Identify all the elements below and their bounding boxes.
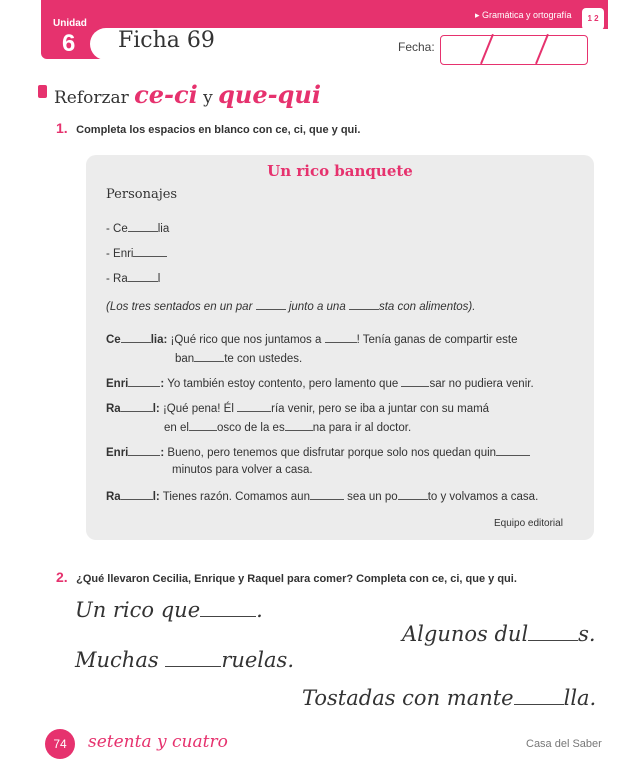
unit-label: Unidad — [53, 18, 87, 29]
section-title — [54, 80, 321, 109]
text-fragment: minutos para volver a casa. — [172, 464, 313, 476]
blank-input[interactable] — [133, 246, 167, 257]
text-fragment: to y volvamos a casa. — [427, 491, 539, 503]
blank-input[interactable] — [401, 376, 429, 387]
character-raquel — [106, 271, 160, 285]
exercise1-header — [56, 120, 360, 138]
text-fragment: Yo también estoy contento, pero lamento que — [167, 378, 399, 390]
text-fragment: Algunos dul — [402, 622, 529, 646]
food-item-4 — [302, 686, 596, 710]
blank-input[interactable] — [325, 332, 357, 343]
text-fragment: sta con alimentos). — [378, 301, 476, 313]
dialogue-enrique-2 — [106, 445, 530, 459]
ficha-title: Ficha 69 — [118, 28, 215, 53]
text-fragment: ría venir, pero se iba a juntar con su mamá — [271, 403, 490, 415]
text-fragment: Tienes razón. Comamos aun — [162, 491, 310, 503]
text-fragment: Bueno, pero tenemos que disfrutar porque solo nos quedan quin — [167, 447, 497, 459]
fecha-divider — [535, 34, 548, 64]
exercise2-number: 2. — [56, 569, 68, 585]
blank-input[interactable] — [349, 299, 379, 310]
blank-input[interactable] — [514, 692, 564, 705]
exercise1-number: 1. — [56, 120, 68, 136]
page-number: 74 — [45, 729, 75, 759]
character-cecilia — [106, 221, 169, 235]
exercise2-header — [56, 569, 517, 587]
publisher-brand: Casa del Saber — [526, 738, 602, 750]
exercise2-instruction: ¿Qué llevaron Cecilia, Enrique y Raquel para comer? Completa con ce, ci, que y qui. — [76, 573, 517, 585]
text-fragment: (Los tres sentados en un par — [106, 301, 253, 313]
text-fragment: - Ce — [106, 223, 128, 235]
text-fragment: Tostadas con mante — [302, 686, 514, 710]
page-number-words: setenta y cuatro — [88, 732, 228, 752]
story-title: Un rico banquete — [267, 162, 413, 180]
text-fragment: osco de la es — [216, 422, 285, 434]
text-fragment: ! Tenía ganas de compartir este — [356, 334, 518, 346]
speaker: Ra — [106, 491, 121, 503]
text-fragment: lla. — [563, 686, 597, 710]
blank-input[interactable] — [128, 376, 160, 387]
section-badge: 1 2 — [582, 8, 604, 30]
section-part1: ce-ci — [134, 80, 198, 109]
blank-input[interactable] — [121, 489, 153, 500]
blank-input[interactable] — [496, 445, 530, 456]
section-prefix: Reforzar — [54, 88, 129, 108]
dialogue-enrique — [106, 376, 534, 390]
story-box — [86, 155, 594, 540]
food-item-1 — [75, 598, 263, 622]
text-fragment: te con ustedes. — [224, 353, 303, 365]
text-fragment: Muchas — [75, 648, 159, 672]
blank-input[interactable] — [128, 445, 160, 456]
speaker: Enri — [106, 378, 129, 390]
personajes-label: Personajes — [106, 187, 178, 202]
speaker: lia: — [150, 334, 168, 346]
speaker: : — [160, 447, 165, 459]
text-fragment: sea un po — [347, 491, 398, 503]
blank-input[interactable] — [285, 420, 313, 431]
text-fragment: ¡Qué pena! Él — [162, 403, 234, 415]
dialogue-cecilia-cont — [175, 351, 302, 365]
fecha-label: Fecha: — [398, 40, 435, 54]
text-fragment: . — [256, 598, 263, 622]
blank-input[interactable] — [121, 332, 151, 343]
section-marker-icon — [38, 85, 47, 98]
dialogue-raquel-2 — [106, 489, 538, 503]
text-fragment: - Enri — [106, 248, 134, 260]
text-fragment: l — [157, 273, 161, 285]
blank-input[interactable] — [128, 221, 158, 232]
text-fragment: - Ra — [106, 273, 128, 285]
blank-input[interactable] — [200, 604, 256, 617]
section-tag: ▸ Gramática y ortografía — [475, 10, 572, 20]
speaker: : — [160, 378, 165, 390]
text-fragment: lia — [157, 223, 170, 235]
blank-input[interactable] — [165, 654, 221, 667]
text-fragment: na para ir al doctor. — [312, 422, 412, 434]
text-fragment: ban — [175, 353, 195, 365]
blank-input[interactable] — [256, 299, 286, 310]
text-fragment: ruelas. — [221, 648, 294, 672]
dialogue-raquel-cont — [164, 420, 411, 434]
blank-input[interactable] — [194, 351, 224, 362]
text-fragment: en el — [164, 422, 189, 434]
speaker: Ra — [106, 403, 121, 415]
exercise1-instruction: Completa los espacios en blanco con ce, ci, que y qui. — [76, 124, 361, 136]
speaker: Ce — [106, 334, 121, 346]
blank-input[interactable] — [128, 271, 158, 282]
fecha-divider — [480, 34, 493, 64]
text-fragment: Un rico que — [75, 598, 201, 622]
section-part2: que-qui — [218, 80, 321, 109]
dialogue-raquel — [106, 401, 489, 415]
speaker: l: — [152, 403, 160, 415]
blank-input[interactable] — [121, 401, 153, 412]
blank-input[interactable] — [237, 401, 271, 412]
speaker: Enri — [106, 447, 129, 459]
text-fragment: ¡Qué rico que nos juntamos a — [170, 334, 322, 346]
character-enrique — [106, 246, 167, 260]
speaker: l: — [152, 491, 160, 503]
dialogue-enrique-2-cont — [172, 464, 313, 476]
blank-input[interactable] — [398, 489, 428, 500]
fecha-field[interactable] — [440, 35, 588, 65]
food-item-2 — [402, 622, 596, 646]
food-item-3 — [75, 648, 294, 672]
credit: Equipo editorial — [494, 518, 563, 529]
section-connector: y — [203, 88, 213, 108]
blank-input[interactable] — [189, 420, 217, 431]
unit-number: 6 — [62, 30, 76, 57]
blank-input[interactable] — [310, 489, 344, 500]
text-fragment: junto a una — [288, 301, 346, 313]
text-fragment: s. — [578, 622, 596, 646]
dialogue-cecilia — [106, 332, 517, 346]
text-fragment: sar no pudiera venir. — [429, 378, 534, 390]
stage-direction — [106, 299, 475, 313]
section-tag-text: Gramática y ortografía — [482, 10, 572, 20]
blank-input[interactable] — [528, 628, 578, 641]
